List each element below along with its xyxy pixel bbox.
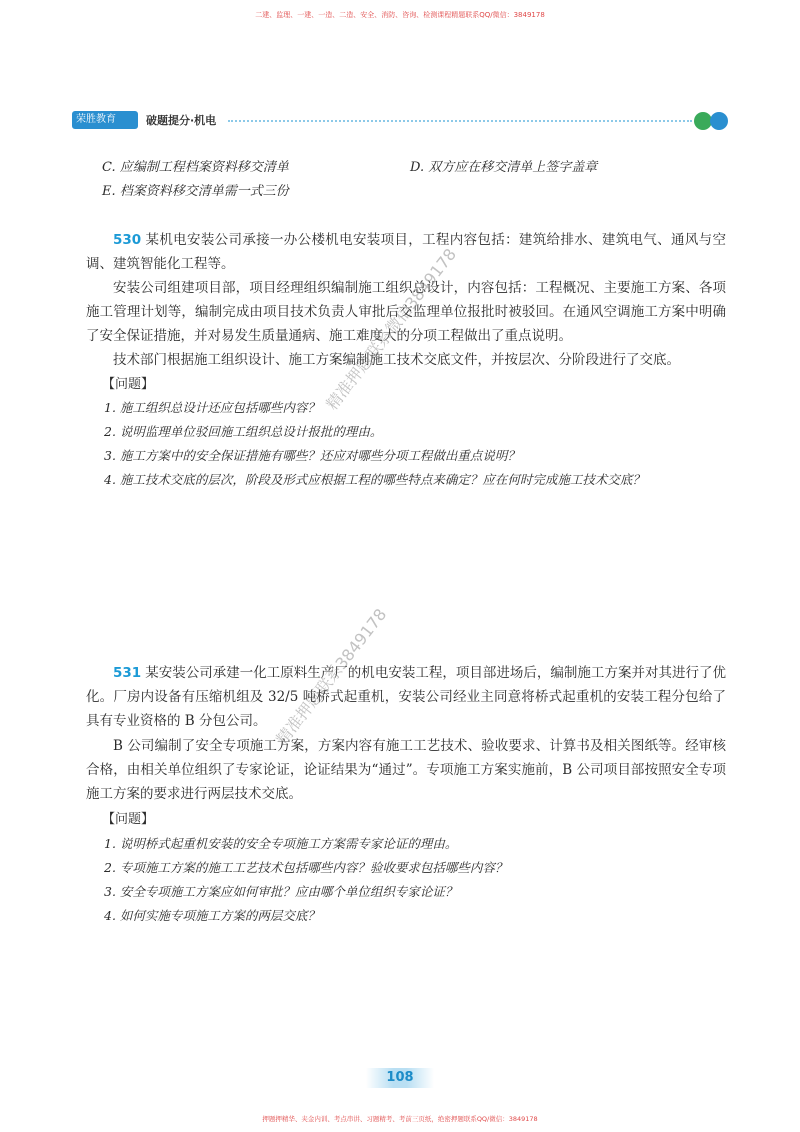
q531-paragraph-2: B 公司编制了安全专项施工方案，方案内容有施工工艺技术、验收要求、计算书及相关图纸等。经审核合格，由相关单位组织了专家论证，论证结果为“通过”。专项施工方案实施前，B 公司项目部按照安全专项施工方案的要求进行两层技术交底。 [86, 738, 726, 802]
q531-intro: 531 某安装公司承建一化工原料生产厂的机电安装工程，项目部进场后，编制施工方案并对其进行了优化。厂房内设备有压缩机组及 32/5 吨桥式起重机，安装公司经业主同意将桥式起重机的安装工程分包给了具有专业资格的 B 分包公司。 [86, 665, 726, 729]
q530-question-4: 4. 施工技术交底的层次，阶段及形式应根据工程的哪些特点来确定？应在何时完成施工技术交底？ [104, 472, 645, 487]
blue-circle-icon [710, 112, 728, 130]
q531-question-1: 1. 说明桥式起重机安装的安全专项施工方案需专家论证的理由。 [104, 836, 458, 851]
watermark-2: 精准押题联系3849178 [272, 605, 391, 749]
q530-paragraph-3: 技术部门根据施工组织设计、施工方案编制施工技术交底文件，并按层次、分阶段进行了交底。 [113, 352, 680, 368]
bottom-promo-banner: 押题押精华、夹金内训、考点串讲、习题精考、考前三页纸，绝密押题联系QQ/微信：3849178 [262, 1115, 538, 1123]
header-dotted-divider [228, 120, 692, 122]
page-number: 108 [366, 1068, 434, 1088]
q530-number: 530 [113, 232, 142, 248]
q531-question-2: 2. 专项施工方案的施工工艺技术包括哪些内容？验收要求包括哪些内容？ [104, 860, 508, 875]
option-c: C. 应编制工程档案资料移交清单 [102, 160, 289, 175]
q531-question-title: 【问题】 [102, 812, 155, 827]
q530-question-2: 2. 说明监理单位驳回施工组织总设计报批的理由。 [104, 424, 383, 439]
brand-logo: 荣胜教育 [72, 111, 138, 129]
header-circles-icon [694, 110, 732, 130]
option-d: D. 双方应在移交清单上签字盖章 [410, 160, 598, 175]
q531-question-4: 4. 如何实施专项施工方案的两层交底？ [104, 908, 320, 923]
q531-number: 531 [113, 665, 142, 681]
page-header [72, 110, 732, 132]
q530-question-title: 【问题】 [102, 377, 155, 392]
q530-question-3: 3. 施工方案中的安全保证措施有哪些？还应对哪些分项工程做出重点说明？ [104, 448, 520, 463]
series-title: 破题提分·机电 [146, 114, 217, 127]
q530-paragraph-2: 安装公司组建项目部，项目经理组织编制施工组织总设计，内容包括：工程概况、主要施工方案、各项施工管理计划等，编制完成由项目技术负责人审批后交监理单位报批时被驳回。在通风空调施工方案中明确了安全保证措施，并对易发生质量通病、施工难度大的分项工程做出了重点说明。 [86, 280, 726, 344]
q531-question-3: 3. 安全专项施工方案应如何审批？应由哪个单位组织专家论证？ [104, 884, 458, 899]
option-e: E. 档案资料移交清单需一式三份 [102, 184, 289, 199]
watermark-1: 精准押题联系微信3849178 [322, 244, 461, 414]
q530-question-1: 1. 施工组织总设计还应包括哪些内容？ [104, 400, 320, 415]
q530-intro: 530 某机电安装公司承接一办公楼机电安装项目，工程内容包括：建筑给排水、建筑电气、通风与空调、建筑智能化工程等。 [86, 232, 726, 272]
top-promo-banner: 二建、监理、一建、一造、二造、安全、消防、咨询、检测课程精题联系QQ/微信：3849178 [255, 11, 545, 19]
